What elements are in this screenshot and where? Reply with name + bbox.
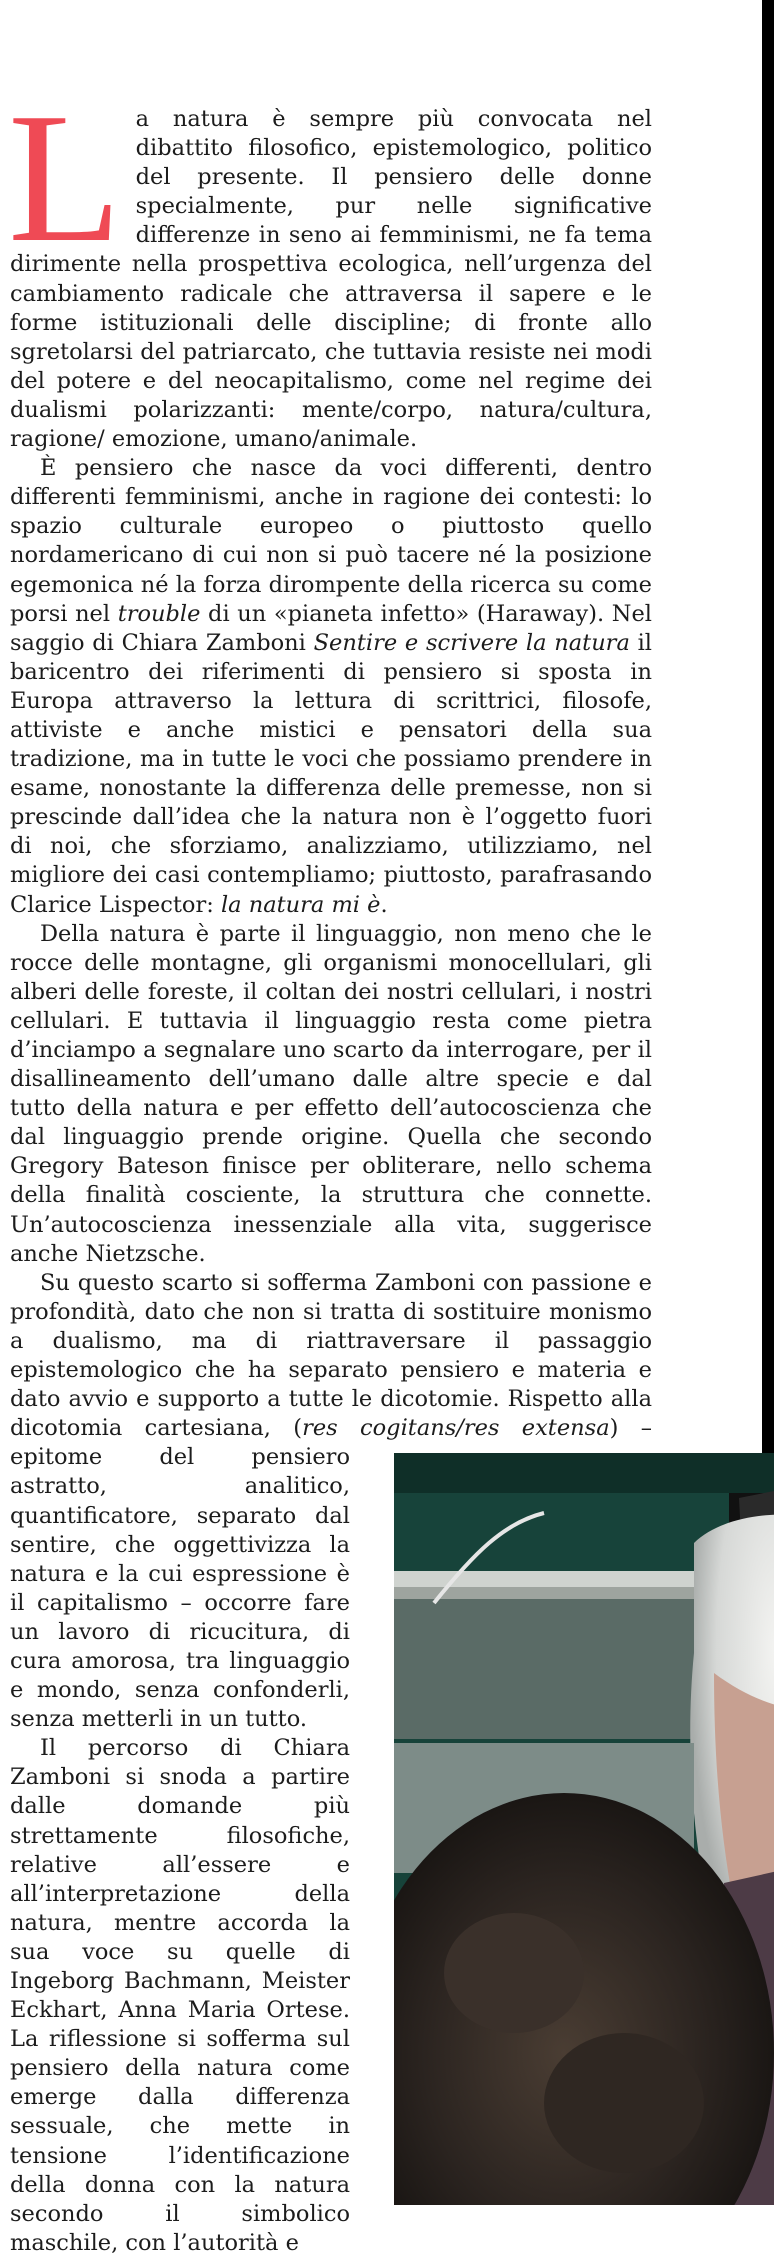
- article-photo: [364, 1453, 774, 2205]
- paragraph-5: Il percorso di Chiara Zamboni si snoda a partire dalle domande più strettamente filosofiche, relative all’essere e all’interpretazione della natura, mentre accorda la sua voce su quelle di Ingeborg Bachmann, Meister Eckhart, Anna Maria Ortese. La riflessione si sofferma sul pensiero della natura come emerge dalla differenza sessuale, che mette in tensione l’identificazione della donna con la natura secondo il simbolico maschile, con l’autorità e: [10, 1735, 350, 2256]
- paragraph-2: È pensiero che nasce da voci differenti, dentro differenti femminismi, anche in ragione dei contesti: lo spazio culturale europeo o piuttosto quello nordamericano di cui non si può tacere né la posizione egemonica né la forza dirompente della ricerca su come porsi nel trouble di un «pianeta infetto» (Haraway). Nel saggio di Chiara Zamboni Sentire e scrivere la natura il baricentro dei riferimenti di pensiero si sposta in Europa attraverso la lettura di scrittrici, filosofe, attiviste e anche mistici e pensatori della sua tradizione, ma in tutte le voci che possiamo prendere in esame, nonostante la differenza delle premesse, non si prescinde dall’idea che la natura non è l’oggetto fuori di noi, che sforziamo, analizziamo, utilizziamo, nel migliore dei casi contempliamo; piuttosto, parafrasando Clarice Lispector: la natura mi è.: [10, 455, 652, 918]
- paragraph-1: La natura è sempre più convocata nel dibattito filosofico, epistemologico, politico del presente. Il pensiero delle donne specialmente, pur nelle significative differenze in seno ai femminismi, ne fa tema dirimente nella prospettiva ecologica, nell’urgenza del cambiamento radicale che attraversa il sapere e le forme istituzionali delle discipline; di fronte allo sgretolarsi del patriarcato, che tuttavia resiste nei modi del potere e del neocapitalismo, come nel regime dei dualismi polarizzanti: mente/corpo, natura/cultura, ragione/ emozione, umano/animale.: [8, 75, 652, 453]
- book-title: Sentire e scrivere la natura: [313, 629, 630, 656]
- quote: la natura mi è: [220, 891, 381, 918]
- paragraph-3: Della natura è parte il linguaggio, non meno che le rocce delle montagne, gli organismi monocellulari, gli alberi delle foreste, il coltan dei nostri cellulari, i nostri cellulari. E tuttavia il linguaggio resta come pietra d’inciampo a segnalare uno scarto da interrogare, per il disallineamento dell’umano dalle altre specie e dal tutto della natura e per effetto dell’autocoscienza che dal linguaggio prende origine. Quella che secondo Gregory Bateson finisce per obliterare, nello schema della finalità cosciente, la struttura che connette. Un’autocoscienza inessenziale alla vita, suggerisce anche Nietzsche.: [10, 920, 652, 1267]
- paragraph-4: Su questo scarto si sofferma Zamboni con passione e profondità, dato che non si tratta di sostituire monismo a dualismo, ma di riattraversare il passaggio epistemologico che ha separato pensiero e materia e dato avvio e supporto a tutte le dicotomie. Rispetto alla dicotomia cartesiana, (res cogitans/res extensa ) – epitome del pensiero astratto, analitico, quantificatore, separato dal sentire, che oggettivizza la natura e la cui espressione è il capitalismo – occorre fare un lavoro di ricucitura, di cura amorosa, tra linguaggio e mondo, senza confonderli, senza metterli in un tutto.: [10, 1269, 652, 1735]
- article-body: [8, 75, 652, 2258]
- drop-cap: L: [8, 75, 122, 281]
